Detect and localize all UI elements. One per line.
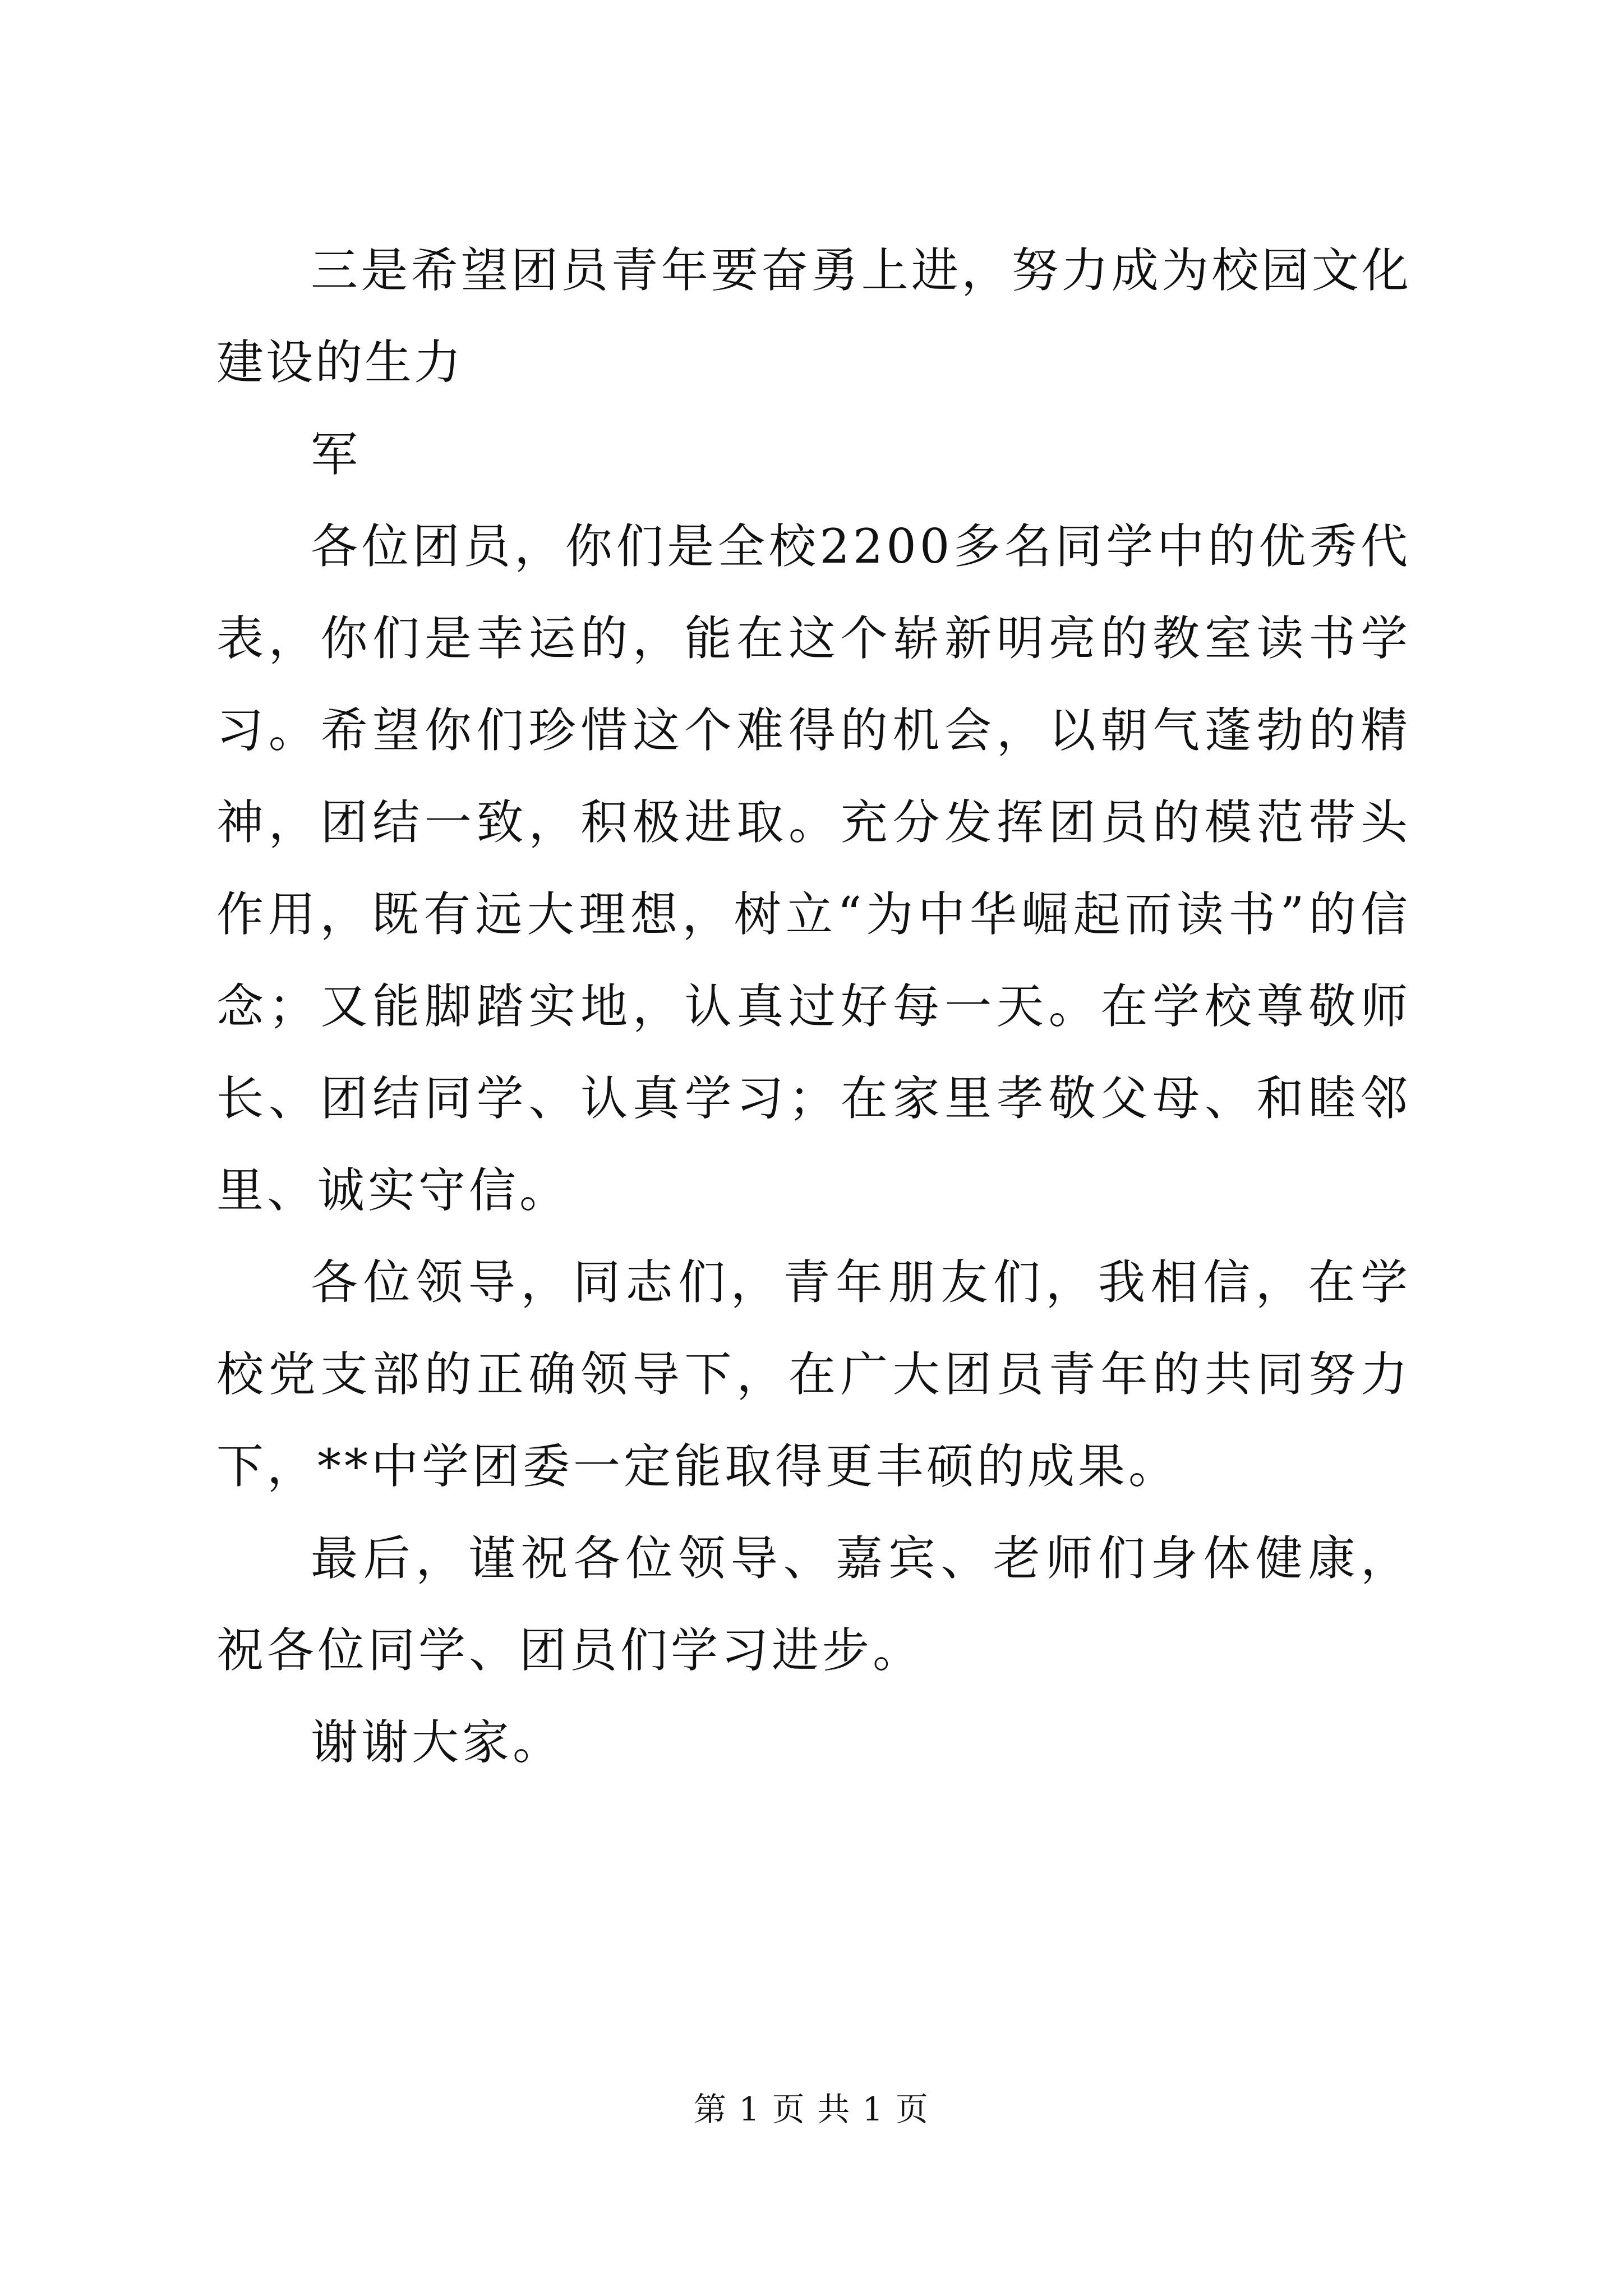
paragraph-thanks: 谢谢大家。 <box>311 1715 564 1770</box>
document-body <box>216 224 1411 1788</box>
paragraph-members: 各位团员，你们是全校2200多名同学中的优秀代表，你们是幸运的，能在这个崭新明亮的教室读书学习。希望你们珍惜这个难得的机会，以朝气蓬勃的精神，团结一致，积极进取。充分发挥团员的模范带头作用，既有远大理想，树立“为中华崛起而读书”的信念；又能脚踏实地，认真过好每一天。在学校尊敬师长、团结同学、认真学习；在家里孝敬父母、和睦邻里、诚实守信。 <box>216 519 1411 1218</box>
section-heading-line-2: 军 <box>311 427 361 482</box>
paragraph-wishes: 最后，谨祝各位领导、嘉宾、老师们身体健康，祝各位同学、团员们学习进步。 <box>216 1531 1411 1678</box>
section-heading-line-1: 三是希望团员青年要奋勇上进，努力成为校园文化建设的生力 <box>216 243 1411 390</box>
paragraph-confidence: 各位领导，同志们，青年朋友们，我相信，在学校党支部的正确领导下，在广大团员青年的共同努力下，**中学团委一定能取得更丰硕的成果。 <box>216 1255 1411 1494</box>
page-footer: 第 1 页 共 1 页 <box>694 2090 929 2128</box>
